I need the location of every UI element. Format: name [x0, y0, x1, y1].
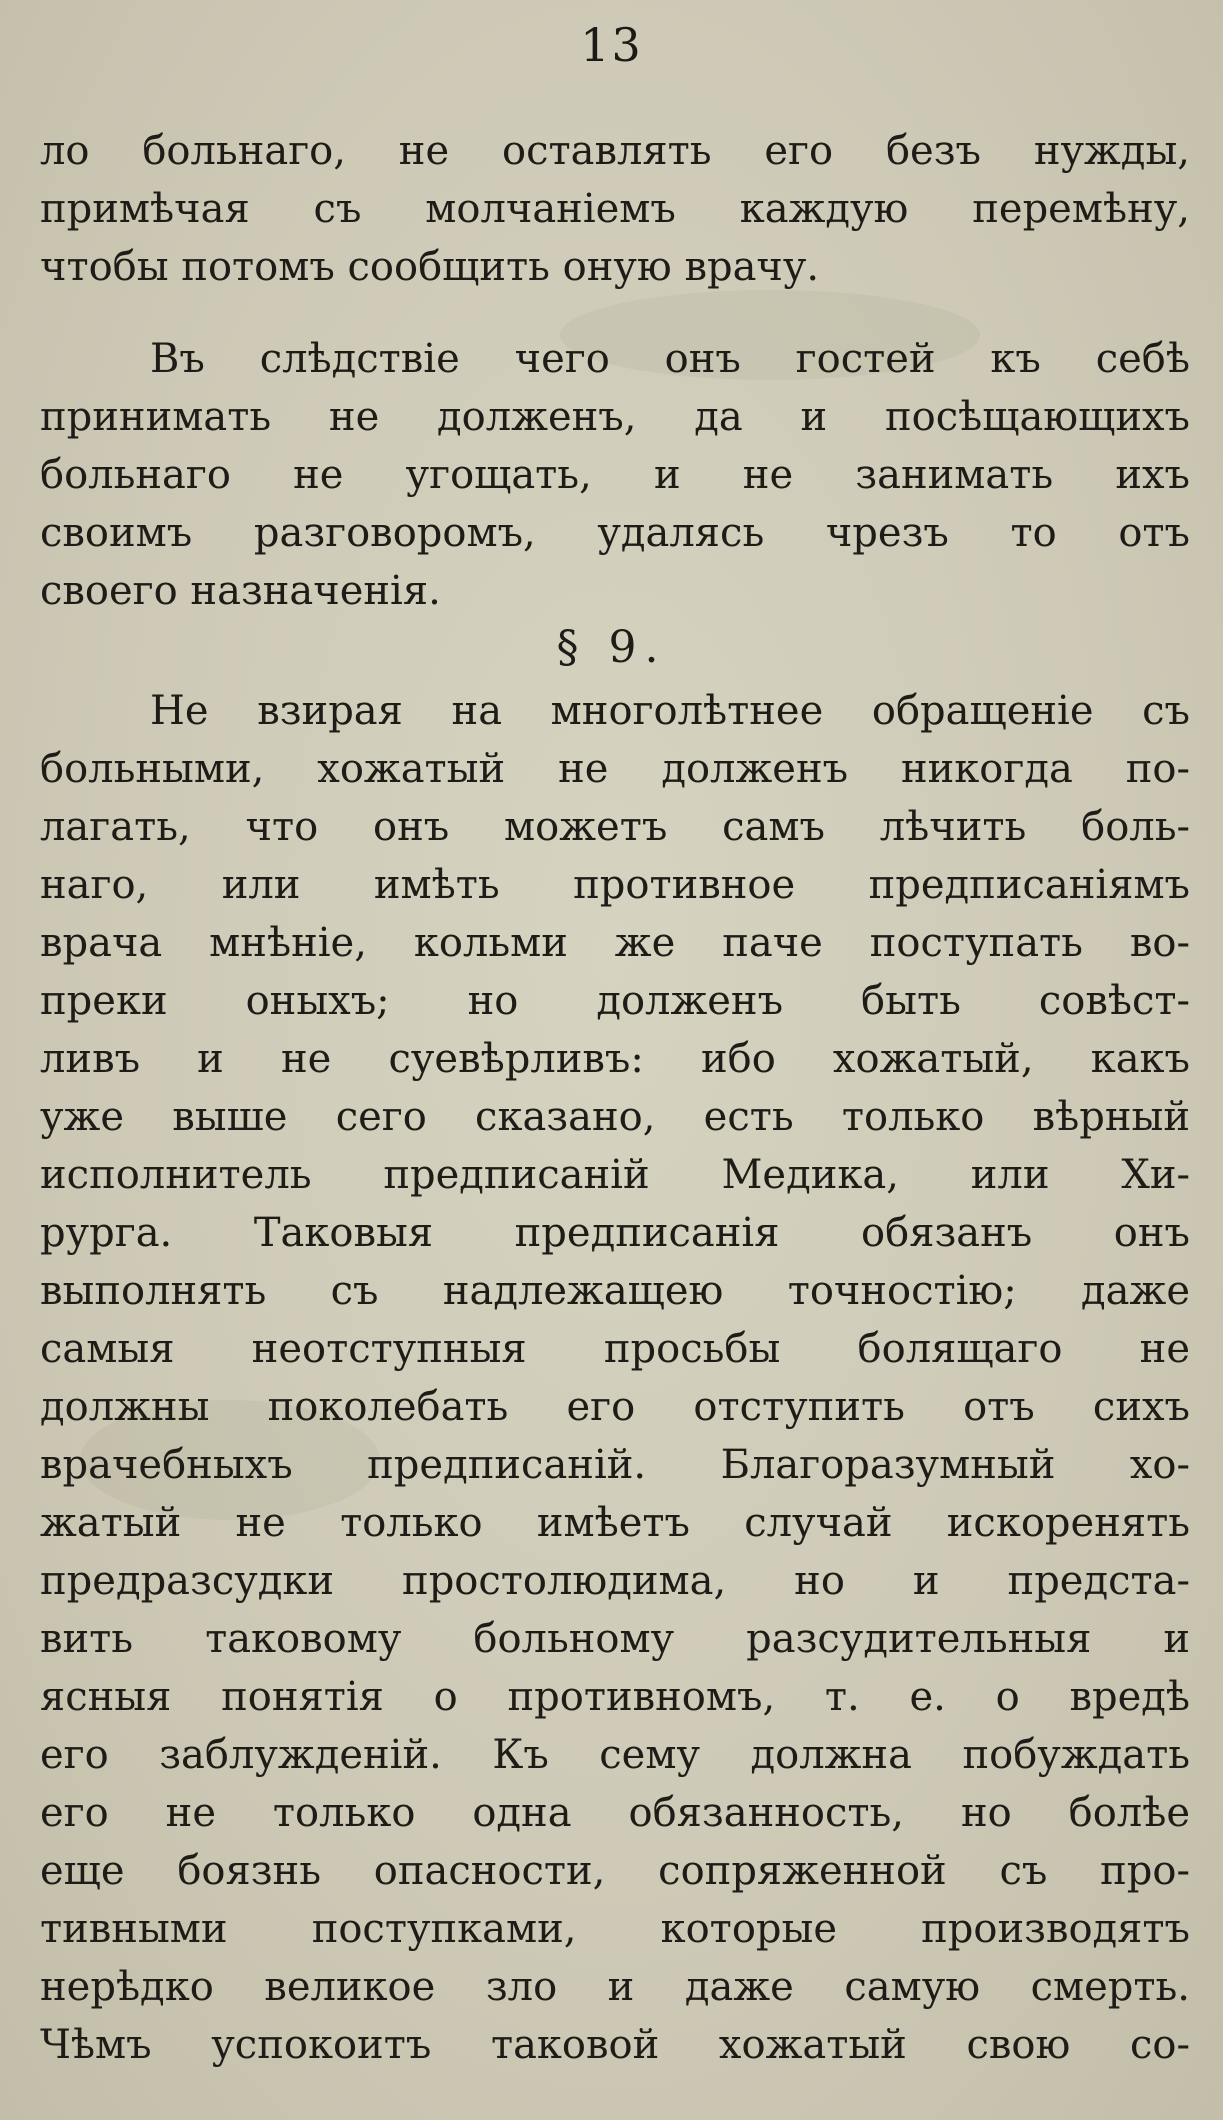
text-line: ло больнаго, не оставлять его безъ нужды, [40, 128, 1190, 174]
text-line: ливъ и не суевѣрливъ: ибо хожатый, какъ [40, 1036, 1190, 1082]
text-line: своимъ разговоромъ, удалясь чрезъ то отъ [40, 510, 1190, 556]
text-line: примѣчая съ молчаніемъ каждую перемѣну, [40, 186, 1190, 232]
text-line: жатый не только имѣетъ случай искоренять [40, 1500, 1190, 1546]
text-line: самыя неотступныя просьбы болящаго не [40, 1326, 1190, 1372]
text-line: лагать, что онъ можетъ самъ лѣчить боль- [40, 804, 1190, 850]
text-line: принимать не долженъ, да и посѣщающихъ [40, 394, 1190, 440]
paragraph [40, 682, 1190, 2074]
paragraph-continuation [40, 122, 1190, 296]
text-line: тивными поступками, которые производятъ [40, 1906, 1190, 1952]
text-line: Чѣмъ успокоитъ таковой хожатый свою со- [40, 2022, 1190, 2068]
text-line: врачебныхъ предписаній. Благоразумный хо- [40, 1442, 1190, 1488]
text-line: больнаго не угощать, и не занимать ихъ [40, 452, 1190, 498]
paragraph [40, 330, 1190, 620]
text-line: уже выше сего сказано, есть только вѣрный [40, 1094, 1190, 1140]
text-line: Въ слѣдствіе чего онъ гостей къ себѣ [150, 336, 1190, 382]
section-heading: § 9. [556, 622, 667, 673]
text-line: выполнять съ надлежащею точностію; даже [40, 1268, 1190, 1314]
text-line: нерѣдко великое зло и даже самую смерть. [40, 1964, 1190, 2010]
text-line: рурга. Таковыя предписанія обязанъ онъ [40, 1210, 1190, 1256]
text-line: больными, хожатый не долженъ никогда по- [40, 746, 1190, 792]
text-line: исполнитель предписаній Медика, или Хи- [40, 1152, 1190, 1198]
page-number: 13 [580, 18, 643, 72]
text-line: ясныя понятія о противномъ, т. е. о вредѣ [40, 1674, 1190, 1720]
text-line: преки оныхъ; но долженъ быть совѣст- [40, 978, 1190, 1024]
text-line: своего назначенія. [40, 568, 441, 614]
text-line: еще боязнь опасности, сопряженной съ про- [40, 1848, 1190, 1894]
text-line: чтобы потомъ сообщить оную врачу. [40, 244, 820, 290]
text-line: наго, или имѣть противное предписаніямъ [40, 862, 1190, 908]
text-line: его заблужденій. Къ сему должна побуждать [40, 1732, 1190, 1778]
text-line: врача мнѣніе, кольми же паче поступать во- [40, 920, 1190, 966]
text-line: вить таковому больному разсудительныя и [40, 1616, 1190, 1662]
text-line: его не только одна обязанность, но болѣе [40, 1790, 1190, 1836]
text-line: должны поколебать его отступить отъ сихъ [40, 1384, 1190, 1430]
text-line: Не взирая на многолѣтнее обращеніе съ [150, 688, 1190, 734]
text-line: предразсудки простолюдима, но и предста- [40, 1558, 1190, 1604]
